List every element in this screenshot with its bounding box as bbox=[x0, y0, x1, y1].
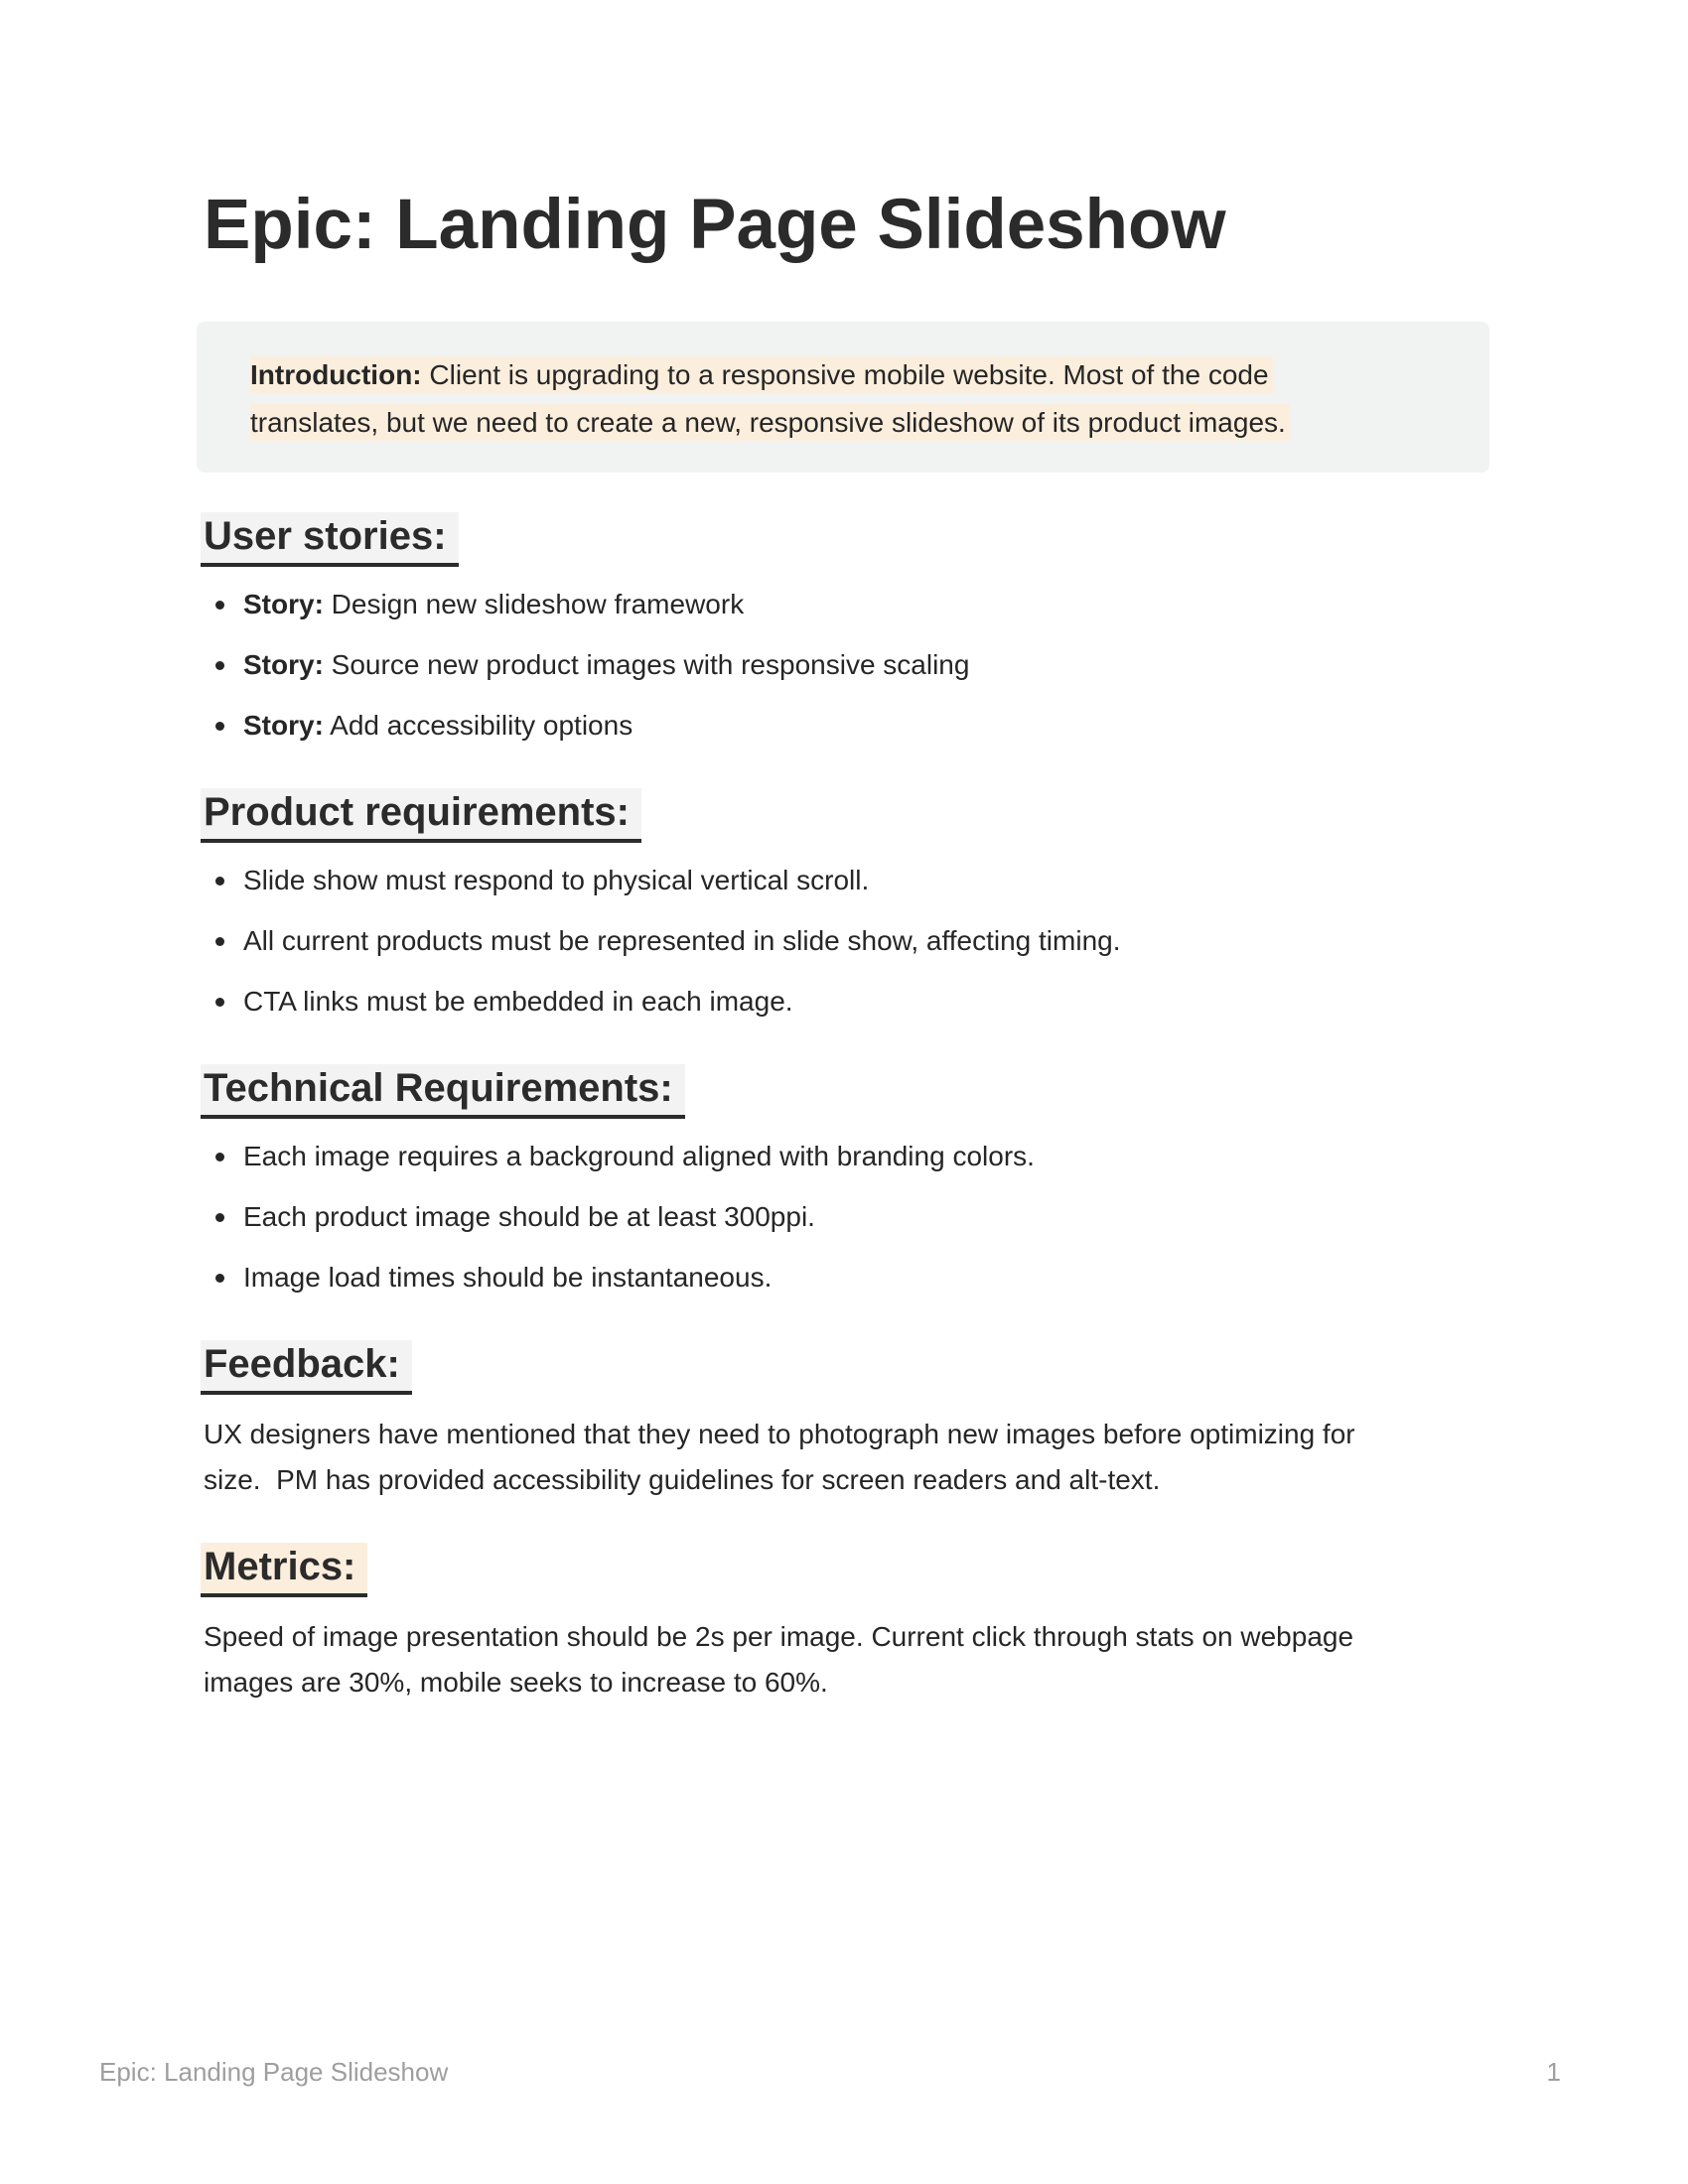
bullet-item bbox=[204, 918, 1425, 964]
section-heading-text: Metrics: bbox=[201, 1543, 367, 1597]
page-footer bbox=[99, 2057, 1561, 2088]
bullet-text: Source new product images with responsive scaling bbox=[323, 648, 970, 680]
section-heading bbox=[204, 1338, 1494, 1390]
section-heading bbox=[204, 786, 1494, 838]
bullet-text: Each image requires a background aligned with branding colors. bbox=[243, 1140, 1035, 1171]
bullet-lead: Story: bbox=[243, 648, 324, 680]
bullet-item bbox=[204, 642, 1425, 688]
bullet-text: All current products must be represented in slide show, affecting timing. bbox=[243, 924, 1121, 956]
section-heading-text: Feedback: bbox=[201, 1340, 412, 1395]
section-heading bbox=[204, 1541, 1494, 1592]
bullet-text: Slide show must respond to physical vertical scroll. bbox=[243, 864, 870, 895]
section-heading bbox=[204, 510, 1494, 562]
section-paragraph: UX designers have mentioned that they need to photograph new images before optimizing for size. PM has provided accessibility guidelines for screen readers and alt-text. bbox=[204, 1418, 1363, 1495]
bullet-list bbox=[204, 582, 1494, 749]
document-content bbox=[204, 0, 1494, 1706]
introduction-callout bbox=[197, 322, 1489, 473]
bullet-item bbox=[204, 1194, 1425, 1240]
bullet-lead: Story: bbox=[243, 709, 324, 741]
section-feedback bbox=[204, 1338, 1494, 1503]
introduction-label: Introduction: bbox=[250, 358, 422, 390]
bullet-item bbox=[204, 582, 1425, 627]
bullet-item bbox=[204, 703, 1425, 749]
bullet-list bbox=[204, 858, 1494, 1024]
footer-document-title: Epic: Landing Page Slideshow bbox=[99, 2057, 449, 2087]
bullet-lead: Story: bbox=[243, 588, 324, 619]
section-heading bbox=[204, 1062, 1494, 1114]
section-heading-text: User stories: bbox=[201, 512, 459, 567]
section-technical-requirements bbox=[204, 1062, 1494, 1300]
bullet-item bbox=[204, 1255, 1425, 1300]
bullet-item bbox=[204, 858, 1425, 903]
bullet-text: Add accessibility options bbox=[323, 709, 633, 741]
introduction-highlighted-text bbox=[250, 356, 1290, 441]
section-product-requirements bbox=[204, 786, 1494, 1024]
bullet-text: Image load times should be instantaneous. bbox=[243, 1261, 773, 1293]
section-heading-text: Technical Requirements: bbox=[201, 1064, 685, 1119]
bullet-text: Each product image should be at least 300ppi. bbox=[243, 1200, 815, 1232]
footer-page-number: 1 bbox=[1546, 2057, 1561, 2087]
bullet-item bbox=[204, 1134, 1425, 1179]
bullet-text: Design new slideshow framework bbox=[323, 588, 745, 619]
section-heading-text: Product requirements: bbox=[201, 788, 641, 843]
section-metrics bbox=[204, 1541, 1494, 1706]
section-paragraph: Speed of image presentation should be 2s per image. Current click through stats on webpage images are 30%, mobile seeks to increase to 60%. bbox=[204, 1620, 1361, 1698]
introduction-text: Client is upgrading to a responsive mobile website. Most of the code translates, but we need to create a new, responsive slideshow of its product images. bbox=[250, 358, 1286, 438]
bullet-list bbox=[204, 1134, 1494, 1300]
section-user-stories bbox=[204, 510, 1494, 749]
bullet-text: CTA links must be embedded in each image. bbox=[243, 985, 793, 1017]
bullet-item bbox=[204, 979, 1425, 1024]
page-title: Epic: Landing Page Slideshow bbox=[204, 186, 1226, 264]
